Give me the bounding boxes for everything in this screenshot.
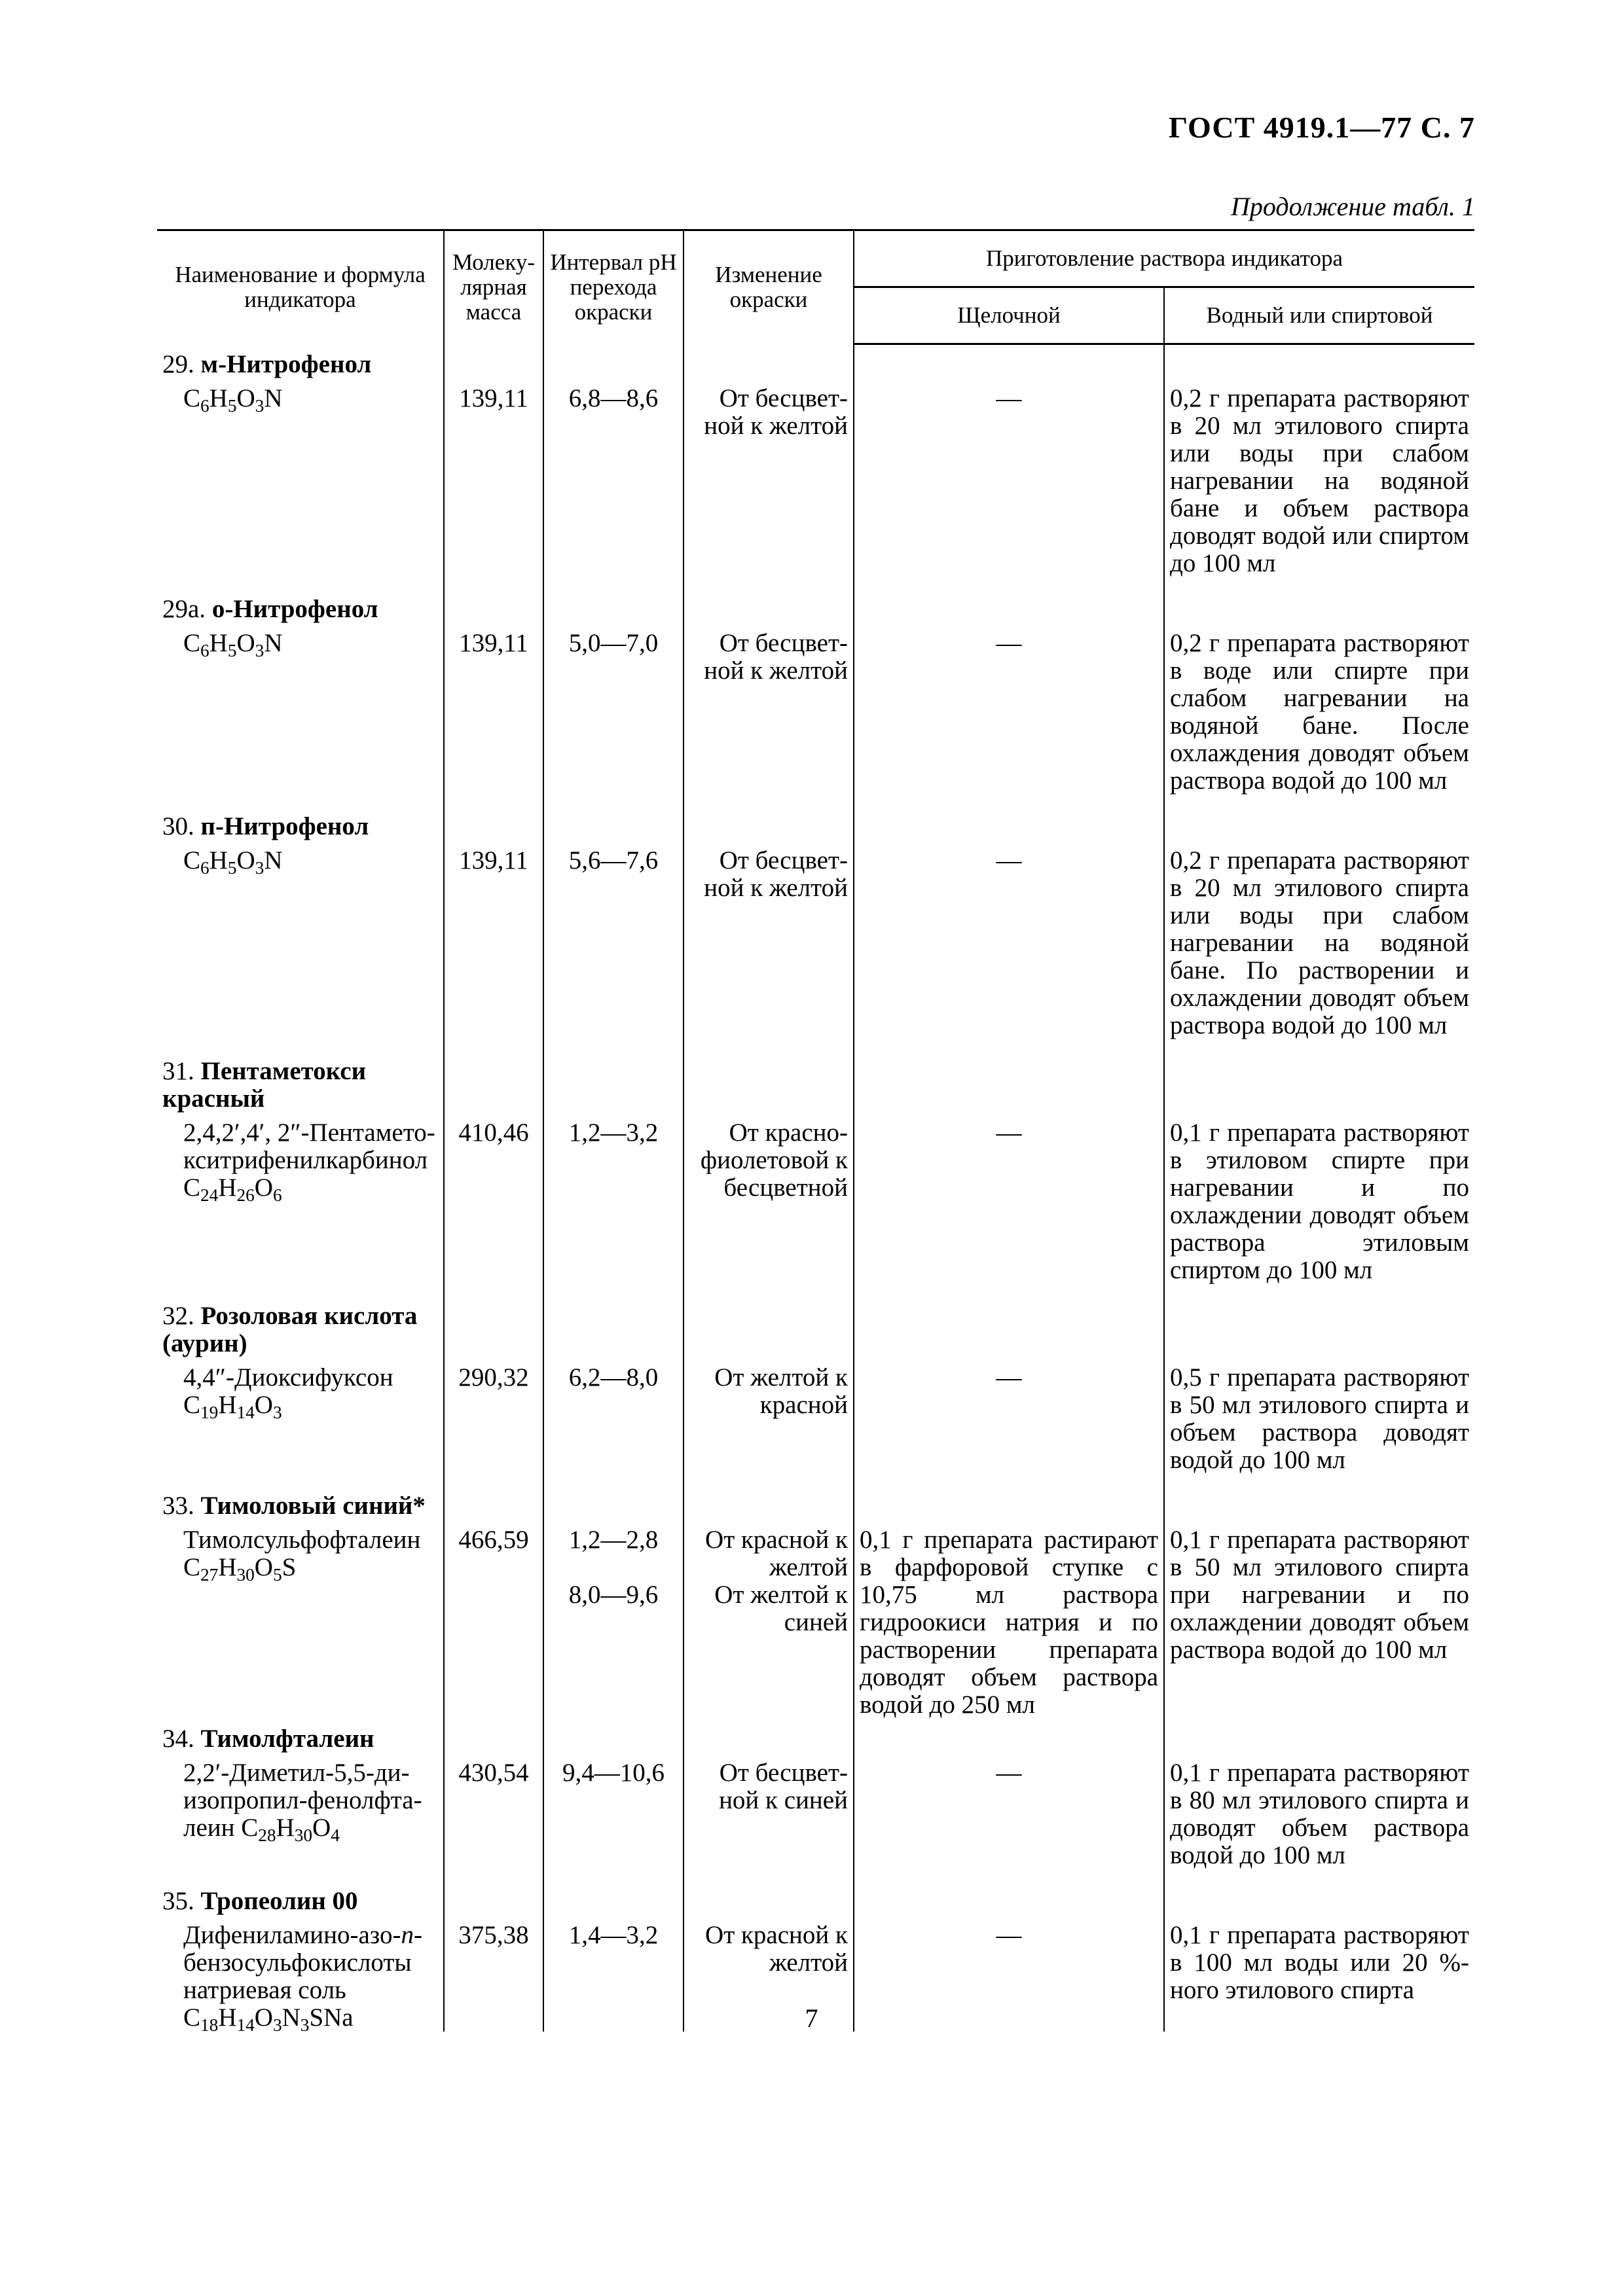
col-header-aqueous: Водный или спиртовой [1164,287,1474,344]
aqueous-prep: 0,2 г препарата растворяют в воде или спирте при слабом нагревании на водяной бане. После охлаждения доводят объем раствора водой до 100 мл [1164,623,1474,806]
molar-mass: 410,46 [444,1113,543,1296]
molar-mass: 290,32 [444,1357,543,1486]
col-header-change: Изменение окраски [684,230,854,344]
table-row-title [157,589,1474,623]
col-header-mass: Молеку- лярная масса [444,230,543,344]
aqueous-prep: 0,1 г препарата растворяют в этиловом спирте при нагревании и по охлаждении доводят объем раствора этиловым спиртом до 100 мл [1164,1113,1474,1296]
ph-range: 6,2—8,0 [543,1357,684,1486]
ph-range: 6,8—8,6 [543,378,684,589]
ph-range-alkaline: 8,0—9,6 [568,1580,659,1609]
color-change [684,1520,854,1719]
ph-range: 5,0—7,0 [543,623,684,806]
indicator-table [157,229,1474,2035]
indicator-name: м-Нитрофенол [200,350,372,378]
table-row-title [157,1719,1474,1753]
indicator-formula: $C_6H_5O_3N$ [183,384,283,416]
indicator-name: Розоловая кислота (аурин) [162,1301,418,1357]
molar-mass: 430,54 [444,1753,543,1881]
entry-number: 30. [162,812,194,840]
entry-number: 35. [162,1886,194,1915]
aqueous-prep: 0,5 г препарата растворяют в 50 мл этилового спирта и объем раствора доводят водой до 100 мл [1164,1357,1474,1486]
alkaline-prep: — [854,623,1164,806]
aqueous-prep: 0,1 г препарата растворяют в 80 мл этилового спирта и доводят объем раствора водой до 100 мл [1164,1753,1474,1881]
color-change-acid: От красной к желтой [705,1525,848,1581]
indicator-name: п-Нитрофенол [200,812,369,840]
table-row [157,1357,1474,1486]
alkaline-prep: — [854,1357,1164,1486]
page-number: 7 [805,2003,818,2033]
alkaline-prep: — [854,378,1164,589]
aqueous-prep: 0,1 г препарата растворяют в 100 мл воды или 20 %-ного этилового спирта [1164,1915,1474,2032]
table-row-title [157,806,1474,840]
table-row-title [157,1051,1474,1113]
indicator-name: о-Нитрофенол [211,594,378,623]
color-change: От бесцвет- ной к синей [684,1753,854,1881]
alkaline-prep: — [854,1113,1164,1296]
indicator-formula: 2,2′-Диметил-5,5-диизопропил-фенолфталеин $C_{28}H_{30}O_4$ [183,1758,422,1845]
indicator-formula: $C_6H_5O_3N$ [183,846,283,878]
molar-mass: 139,11 [444,378,543,589]
indicator-name: Тимоловый синий* [200,1491,426,1520]
aqueous-prep: 0,1 г препарата растворяют в 50 мл этилового спирта при нагревании и по охлаждении доводят объем раствора водой до 100 мл [1164,1520,1474,1719]
alkaline-prep: 0,1 г препарата растирают в фарфоровой ступке с 10,75 мл раствора гидроокиси натрия и по растворении препарата доводят объем раствора водой до 250 мл [854,1520,1164,1719]
col-header-alkaline: Щелочной [854,287,1164,344]
indicator-formula: 2,4,2′,4′, 2″-Пентаметокситрифенилкарбинол $C_{24}H_{26}O_6$ [183,1118,435,1205]
indicator-name: Тропеолин 00 [200,1886,358,1915]
entry-number: 31. [162,1056,194,1085]
indicator-formula: 4,4″-Диоксифуксон $C_{19}H_{14}O_3$ [183,1363,393,1422]
molar-mass: 139,11 [444,840,543,1051]
entry-number: 32. [162,1301,194,1330]
table-row [157,378,1474,589]
color-change: От бесцвет- ной к желтой [684,840,854,1051]
ph-range: 1,4—3,2 [543,1915,684,2032]
entry-number: 29. [162,350,194,378]
color-change: От красно- фиолетовой к бесцветной [684,1113,854,1296]
molar-mass: 139,11 [444,623,543,806]
entry-number: 33. [162,1491,194,1520]
indicator-formula: $C_6H_5O_3N$ [183,628,283,660]
alkaline-prep: — [854,840,1164,1051]
aqueous-prep: 0,2 г препарата растворяют в 20 мл этилового спирта или воды при слабом нагревании на водяной бане. По растворении и охлаждении доводят объем раствора водой до 100 мл [1164,840,1474,1051]
table-row-title [157,1296,1474,1357]
color-change: От бесцвет- ной к желтой [684,623,854,806]
indicator-name: Пентаметокси красный [162,1056,367,1113]
ph-range: 5,6—7,6 [543,840,684,1051]
molar-mass: 466,59 [444,1520,543,1719]
document-reference: ГОСТ 4919.1—77 С. 7 [1168,111,1475,144]
table-row [157,623,1474,806]
molar-mass: 375,38 [444,1915,543,2032]
table-row [157,1753,1474,1881]
col-header-name: Наименование и формула индикатора [157,230,444,344]
aqueous-prep: 0,2 г препарата растворяют в 20 мл этилового спирта или воды при слабом нагревании на водяной бане и объем раствора доводят водой или спиртом до 100 мл [1164,378,1474,589]
table-row [157,1113,1474,1296]
table-row-title [157,1881,1474,1915]
table-continuation-note: Продолжение табл. 1 [1230,192,1475,221]
alkaline-prep: — [854,1915,1164,2032]
col-header-preparation: Приготовление раствора индикатора [854,230,1474,287]
ph-range-acid: 1,2—2,8 [568,1525,659,1554]
ph-range [543,1520,684,1719]
color-change: От желтой к красной [684,1357,854,1486]
indicator-formula: Тимолсульфофталеин $C_{27}H_{30}O_5S$ [183,1525,421,1585]
color-change-alkaline: От желтой к синей [714,1580,848,1636]
table-row-title [157,1486,1474,1520]
color-change: От красной к желтой [684,1915,854,2032]
table-row [157,1520,1474,1719]
entry-number: 34. [162,1724,194,1753]
table-row-title [157,344,1474,378]
table-row [157,840,1474,1051]
indicator-name: Тимолфталеин [200,1724,374,1753]
indicator-formula: Дифениламино-азо-п-бензосульфокислоты натриевая соль $C_{18}H_{14}O_3N_3SNa$ [183,1920,422,2035]
col-header-ph: Интервал pH перехода окраски [543,230,684,344]
entry-number: 29а. [162,594,206,623]
ph-range: 9,4—10,6 [543,1753,684,1881]
alkaline-prep: — [854,1753,1164,1881]
ph-range: 1,2—3,2 [543,1113,684,1296]
color-change: От бесцвет- ной к желтой [684,378,854,589]
